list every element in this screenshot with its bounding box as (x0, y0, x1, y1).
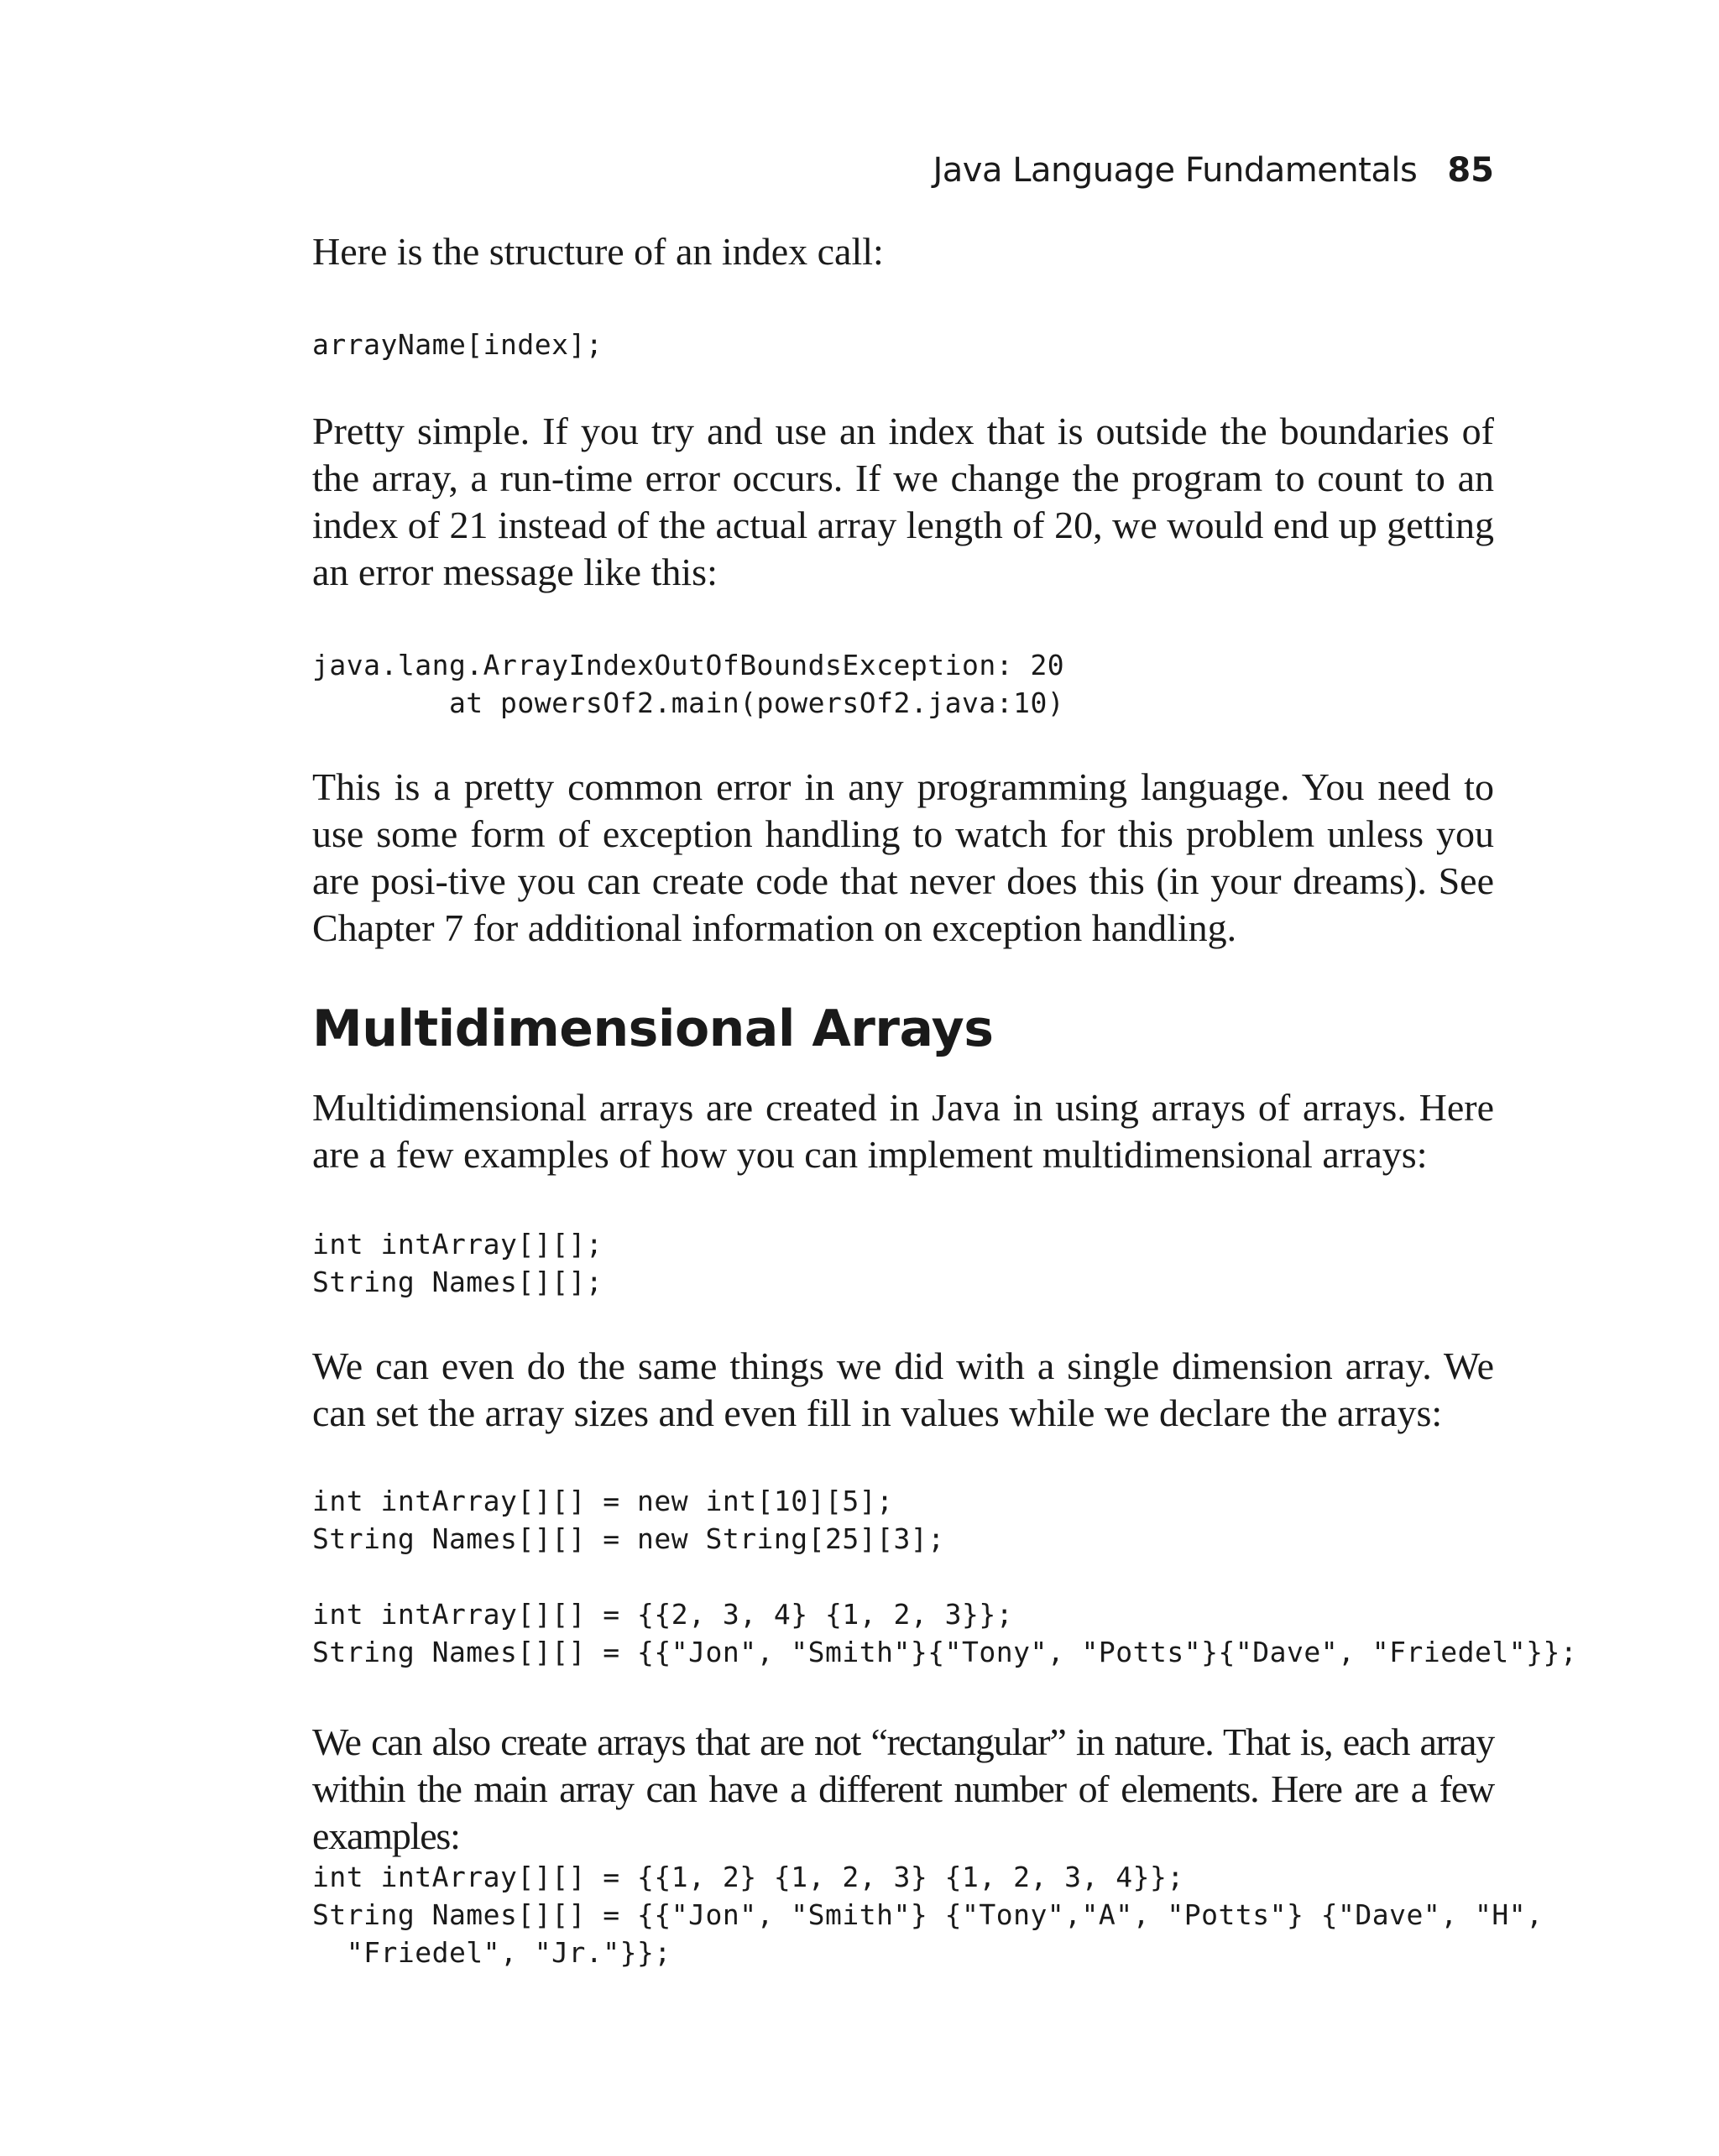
running-title: Java Language Fundamentals (933, 151, 1418, 190)
paragraph-runtime-error: Pretty simple. If you try and use an index that is outside the boundaries of the array, a run-time error occurs. If we change the program to count to an index of 21 instead of the actual array length of 20, we would end up getting an error message like this: (312, 410, 1494, 593)
paragraph-sizes-values: We can even do the same things we did with a single dimension array. We can set the array sizes and even fill in values while we declare the arrays: (312, 1344, 1494, 1434)
running-head (933, 151, 1495, 190)
code-ragged-arrays: int intArray[][] = {{1, 2} {1, 2, 3} {1, 2, 3, 4}}; String Names[][] = {{"Jon", "Smith"} {"Tony","A", "Potts"} {"Dave", "H", "Friedel", "Jr."}}; (312, 1861, 1544, 1969)
paragraph-multidim-intro: Multidimensional arrays are created in Java in using arrays of arrays. Here are a few examples of how you can implement multidimensional arrays: (312, 1086, 1494, 1176)
paragraph-non-rectangular: We can also create arrays that are not “rectangular” in nature. That is, each array within the main array can have a different number of elements. Here are a few examples: (312, 1720, 1494, 1857)
paragraph-common-error: This is a pretty common error in any programming language. You need to use some form of exception handling to watch for this problem unless you are posi-tive you can create code that never does this (in your dreams). See Chapter 7 for additional information on exception handling. (312, 765, 1494, 949)
page-number: 85 (1447, 151, 1494, 190)
paragraph-index-intro: Here is the structure of an index call: (312, 230, 884, 273)
section-heading: Multidimensional Arrays (312, 1000, 994, 1058)
code-multidim-init: int intArray[][] = new int[10][5]; String Names[][] = new String[25][3]; int intArray[][] = {{2, 3, 4} {1, 2, 3}}; String Names[][] = {{"Jon", "Smith"}{"Tony", "Potts"}{"Dave", "Friedel"}}; (312, 1485, 1578, 1668)
code-index-call: arrayName[index]; (312, 328, 603, 361)
code-multidim-declare: int intArray[][]; String Names[][]; (312, 1228, 603, 1298)
code-exception-message: java.lang.ArrayIndexOutOfBoundsException: 20 at powersOf2.main(powersOf2.java:10) (312, 649, 1065, 719)
